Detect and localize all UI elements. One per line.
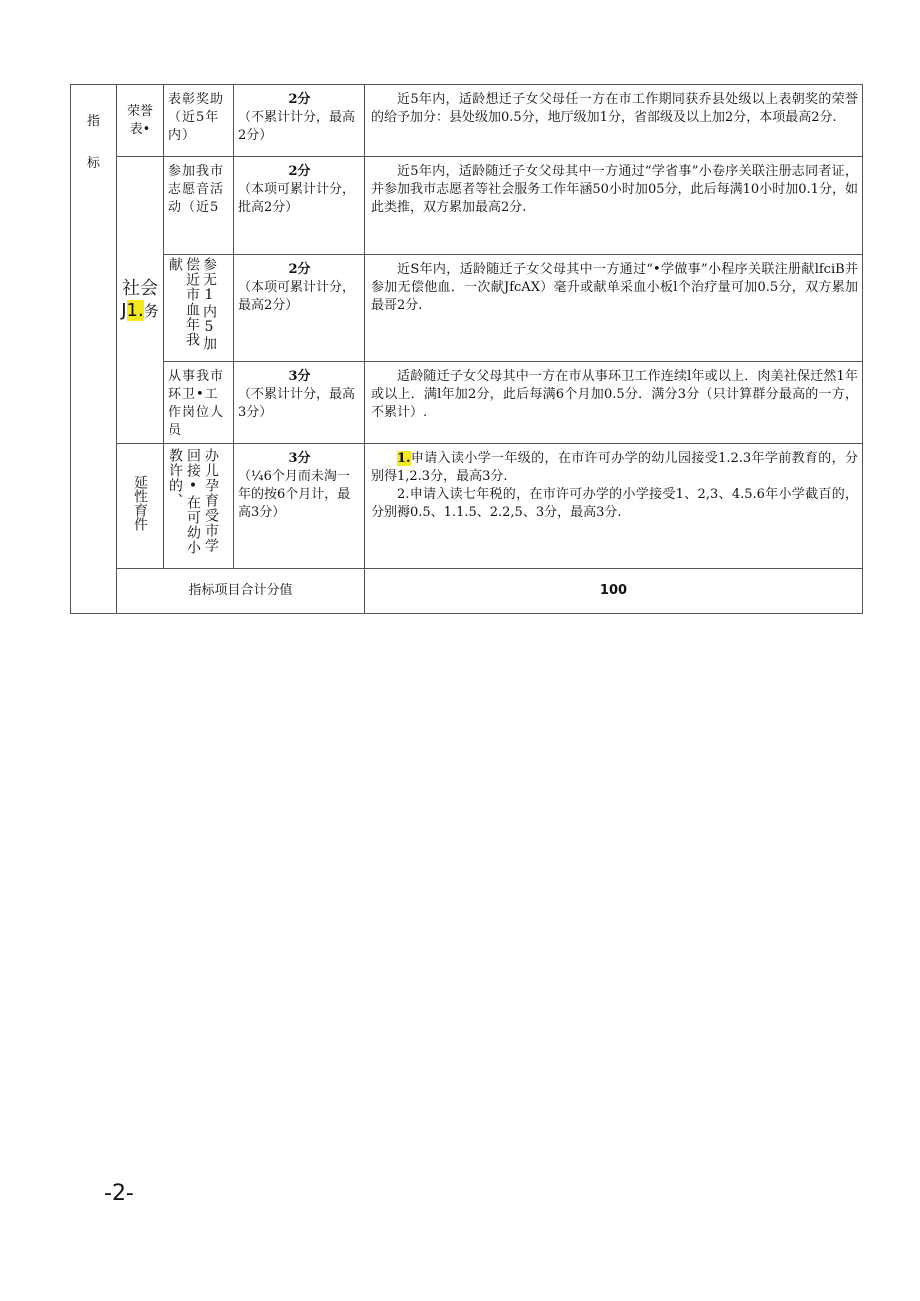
description-cell: 近5年内，适龄想迁子女父母任一方在市工作期同获乔县处级以上表朝奖的荣誉的给予加分：县处级加0.5分，地厅级加1分，省部级及以上加2分，本项最高2分. bbox=[365, 85, 863, 157]
indicator-label: 指 bbox=[86, 114, 100, 129]
score-cell: 3分 （¼6个月而未淘一年的按6个月计，最高3分） bbox=[234, 444, 365, 569]
item-cell: 参加我市志愿音活动（近5 bbox=[164, 157, 234, 255]
table-row bbox=[71, 255, 863, 362]
table-row bbox=[71, 157, 863, 255]
category-honor: 荣誉 表• bbox=[117, 85, 164, 157]
indicator-column bbox=[71, 85, 117, 614]
score-cell: 2分 （本项可累计计分，最高2分） bbox=[234, 255, 365, 362]
table-row bbox=[71, 569, 863, 614]
description-cell: 近5年内，适龄随迁子女父母其中一方通过“学省事”小卷序关联注册志同者证，并参加我市志愿者等社会服务工作年涵50小时加05分，此后每满10小时加0.1分，如此类推，双方累加最高2分. bbox=[365, 157, 863, 255]
score-cell: 2分 （不累计计分，最高2分） bbox=[234, 85, 365, 157]
description-cell: 近S年内，适龄随迁子女父母其中一方通过“•学做事”小程序关联注册献lfciB并参加无偿他血．一次献JfcAX）毫升或献单采血小板l个治疗量可加0.5分，双方累加最哥2分. bbox=[365, 255, 863, 362]
page-number: -2- bbox=[104, 1181, 134, 1206]
item-cell: 表彰奖助（近5年内） bbox=[164, 85, 234, 157]
table-row bbox=[71, 85, 863, 157]
table-row bbox=[71, 444, 863, 569]
description-cell: 1.申请入读小学一年级的，在市许可办学的幼儿园接受1.2.3年学前教育的，分别得1,2.3分，最高3分. 2.申请入读七年税的，在市许可办学的小学接受1、2,3、4.5.6年小学截百的，分别褥0.5、1.1.5、2.2,5、3分，最高3分. bbox=[365, 444, 863, 569]
indicator-label: 标 bbox=[86, 156, 100, 171]
highlight-mark: 1. bbox=[397, 451, 411, 466]
item-cell: 从事我市环卫•工作岗位人员 bbox=[164, 362, 234, 444]
item-cell: 办儿孕育受市学回接•在可幼小教许的、 bbox=[164, 444, 234, 569]
total-value: 100 bbox=[365, 569, 863, 614]
total-label: 指标项目合计分值 bbox=[117, 569, 365, 614]
scoring-table bbox=[70, 84, 863, 614]
table-row bbox=[71, 362, 863, 444]
highlight-mark: 1. bbox=[126, 300, 144, 321]
category-social-service: 社会 J1.务 bbox=[117, 157, 164, 444]
item-cell: 参无1内5加偿近市血年我献 bbox=[164, 255, 234, 362]
category-education: 延性育件 bbox=[117, 444, 164, 569]
score-cell: 2分 （本项可累计计分，批高2分） bbox=[234, 157, 365, 255]
score-cell: 3分 （不累计计分，最高3分） bbox=[234, 362, 365, 444]
description-cell: 适龄随迁子女父母其中一方在市从事环卫工作连续l年或以上．肉美社保迁然1年或以上．满l年加2分，此后每满6个月加0.5分．满分3分（只计算群分最高的一方，不累计）. bbox=[365, 362, 863, 444]
